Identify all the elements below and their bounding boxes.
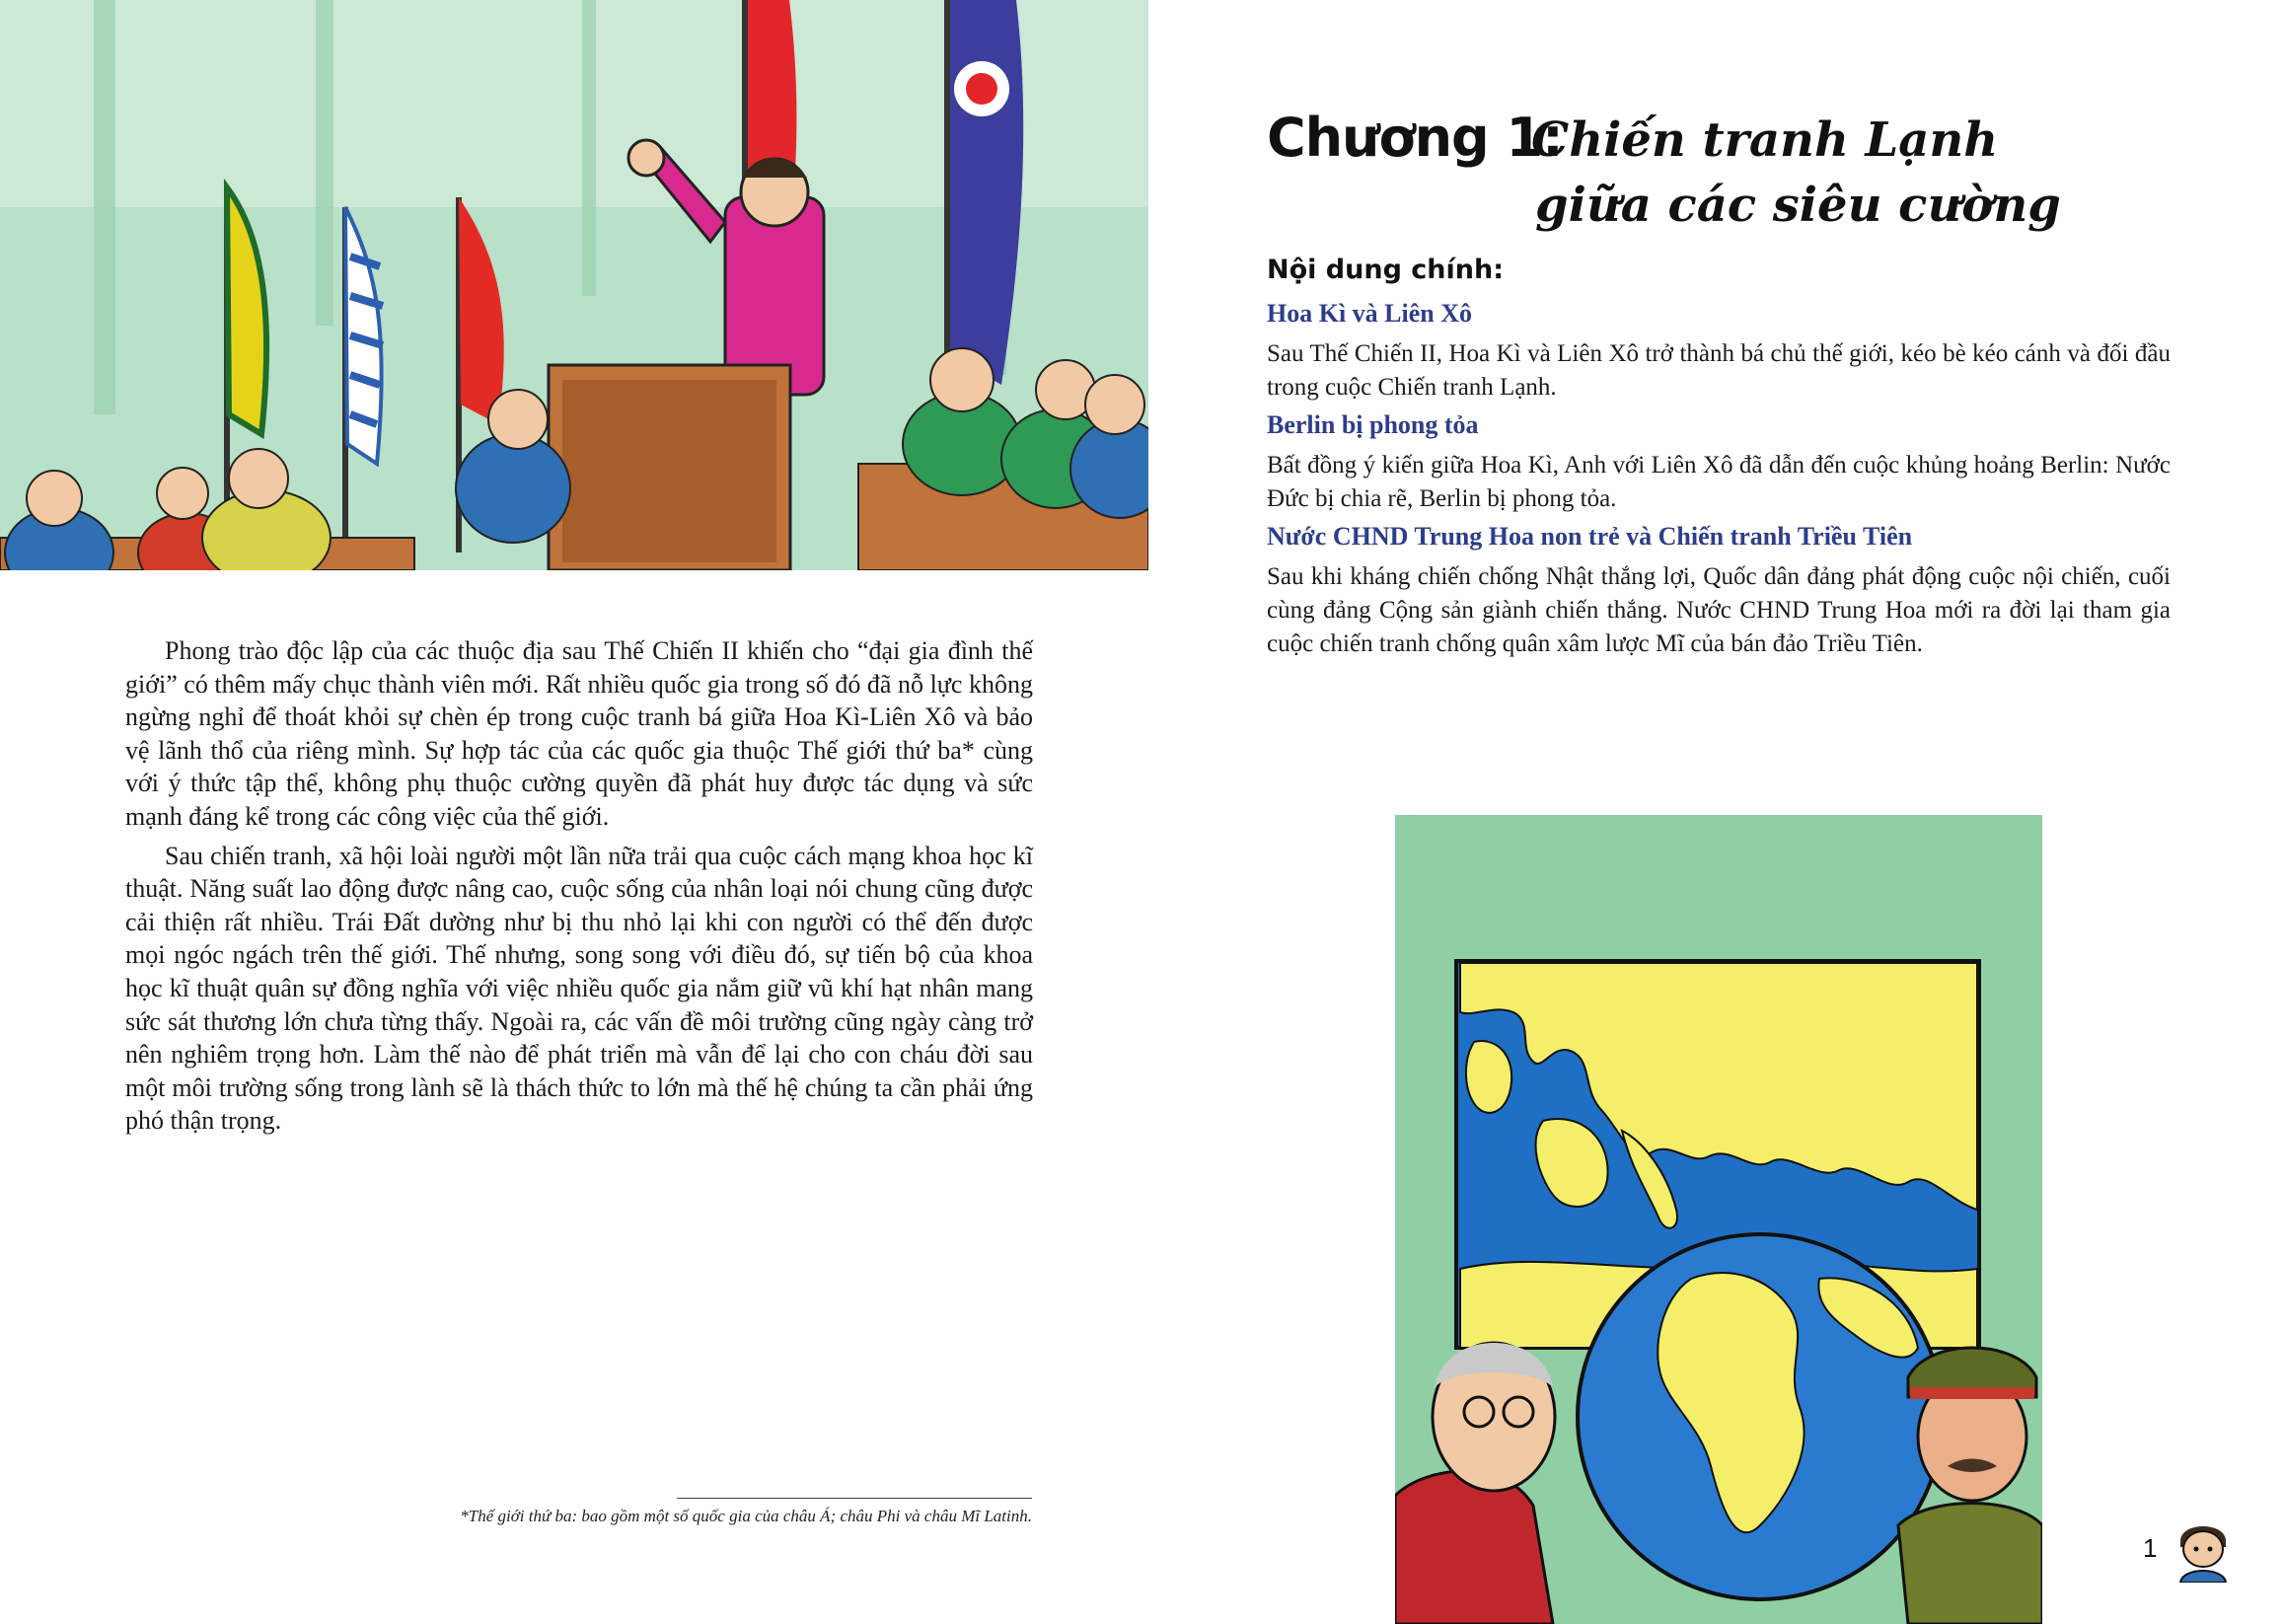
section-body-usa-ussr: Sau Thế Chiến II, Hoa Kì và Liên Xô trở thành bá chủ thế giới, kéo bè kéo cánh và đối đầu trong cuộc Chiến tranh Lạnh. xyxy=(1267,340,2171,401)
chapter-title-line-1: Chiến tranh Lạnh xyxy=(1531,112,1999,168)
section-title-berlin-blockade: Berlin bị phong tỏa xyxy=(1267,410,1479,440)
page-number: 1 xyxy=(2143,1533,2158,1563)
europe-map-illustration xyxy=(1395,815,2042,1624)
section-body-berlin-blockade: Bất đồng ý kiến giữa Hoa Kì, Anh với Liên Xô đã dẫn đến cuộc khủng hoảng Berlin: Nước Đức bị chia rẽ, Berlin bị phong tỏa. xyxy=(1267,452,2171,512)
chapter-number: Chương 1: xyxy=(1267,107,1563,169)
chapter-title-line-2: giữa các siêu cường xyxy=(1535,178,2061,233)
conference-illustration xyxy=(0,0,1148,570)
content-summary xyxy=(1267,298,2171,666)
footnote: *Thế giới thứ ba: bao gồm một số quốc gia của châu Á; châu Phi và châu Mĩ Latinh. xyxy=(460,1507,1032,1525)
main-content-label: Nội dung chính: xyxy=(1267,255,1505,285)
section-title-usa-ussr: Hoa Kì và Liên Xô xyxy=(1267,299,1473,328)
footnote-divider xyxy=(677,1498,1032,1499)
left-body-text xyxy=(125,634,1033,1144)
corner-avatar-icon xyxy=(2173,1515,2234,1583)
section-body-prc-korean-war: Sau khi kháng chiến chống Nhật thắng lợi, Quốc dân đảng phát động cuộc nội chiến, cuối cùng đảng Cộng sản giành chiến thắng. Nước CHND Trung Hoa mới ra đời lại tham gia cuộc chiến tranh chống quân xâm lược Mĩ của bán đảo Triều Tiên. xyxy=(1267,563,2171,657)
section-title-prc-korean-war: Nước CHND Trung Hoa non trẻ và Chiến tranh Triều Tiên xyxy=(1267,522,1913,552)
paragraph-1: Phong trào độc lập của các thuộc địa sau Thế Chiến II khiến cho “đại gia đình thế giới” có thêm mấy chục thành viên mới. Rất nhiều quốc gia trong số đó đã nỗ lực không ngừng nghỉ để thoát khỏi sự chèn ép trong cuộc tranh bá giữa Hoa Kì-Liên Xô và bảo vệ lãnh thổ của riêng mình. Sự hợp tác của các quốc gia thuộc Thế giới thứ ba* cùng với ý thức tập thể, không phụ thuộc cường quyền đã phát huy được tác dụng và sức mạnh đáng kể trong các công việc của thế giới. xyxy=(125,636,1033,831)
paragraph-2: Sau chiến tranh, xã hội loài người một lần nữa trải qua cuộc cách mạng khoa học kĩ thuật. Năng suất lao động được nâng cao, cuộc sống của nhân loại nói chung cũng được cải thiện rất nhiều. Trái Đất dường như bị thu nhỏ lại khi con người có thể đến được mọi ngóc ngách trên thế giới. Thế nhưng, song song với điều đó, sự tiến bộ của khoa học kĩ thuật quân sự đồng nghĩa với việc nhiều quốc gia nắm giữ vũ khí hạt nhân mang sức sát thương lớn chưa từng thấy. Ngoài ra, các vấn đề môi trường cũng ngày càng trở nên nghiêm trọng hơn. Làm thế nào để phát triển mà vẫn để lại cho con cháu đời sau một môi trường sống trong lành sẽ là thách thức to lớn mà thế hệ chúng ta cần phải ứng phó thận trọng. xyxy=(125,841,1033,1136)
